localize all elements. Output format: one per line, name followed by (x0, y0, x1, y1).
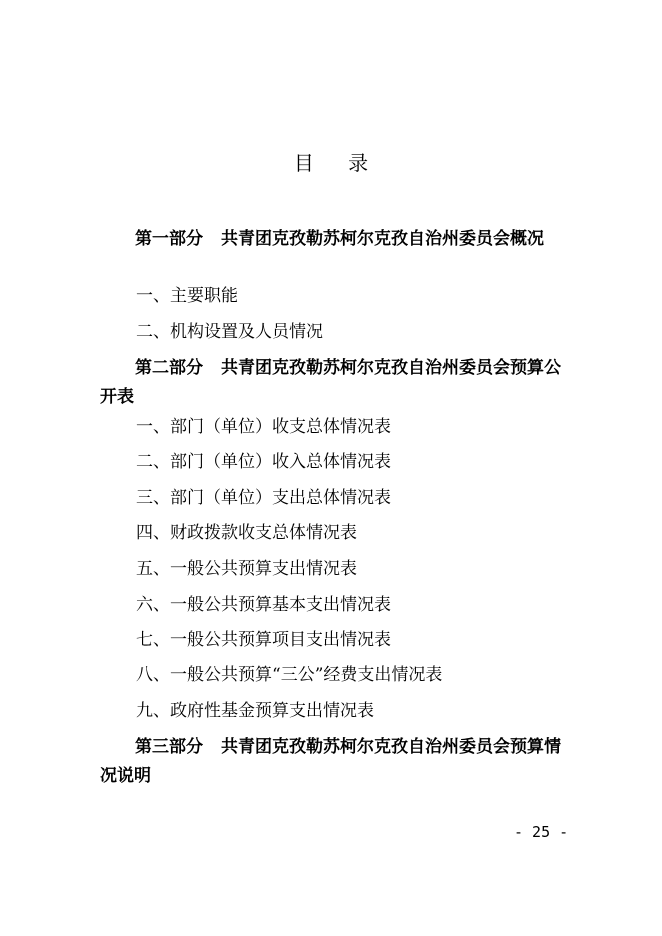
section-label: 第三部分 (135, 737, 203, 757)
section-label: 第二部分 (135, 358, 203, 378)
toc-item: 八、一般公共预算“三公”经费支出情况表 (136, 665, 443, 685)
toc-item: 六、一般公共预算基本支出情况表 (136, 595, 391, 615)
section-label: 第一部分 (135, 229, 203, 249)
toc-item: 一、主要职能 (136, 286, 238, 306)
toc-section-part1 (100, 225, 562, 254)
section-title: 共青团克孜勒苏柯尔克孜自治州委员会预算公开表 (100, 358, 561, 407)
toc-item: 二、部门（单位）收入总体情况表 (136, 452, 391, 472)
section-title: 共青团克孜勒苏柯尔克孜自治州委员会概况 (221, 229, 544, 249)
toc-title: 目 录 (293, 151, 383, 175)
toc-item: 九、政府性基金预算支出情况表 (136, 701, 374, 721)
toc-section-part2 (100, 354, 562, 412)
toc-item: 三、部门（单位）支出总体情况表 (136, 488, 391, 508)
toc-item: 七、一般公共预算项目支出情况表 (136, 630, 391, 650)
toc-section-part3 (100, 733, 562, 791)
toc-item: 二、机构设置及人员情况 (136, 322, 323, 342)
page-number: - 25 - (514, 823, 569, 841)
toc-item: 一、部门（单位）收支总体情况表 (136, 417, 391, 437)
toc-item: 五、一般公共预算支出情况表 (136, 559, 357, 579)
section-title: 共青团克孜勒苏柯尔克孜自治州委员会预算情况说明 (100, 737, 561, 786)
toc-item: 四、财政拨款收支总体情况表 (136, 523, 357, 543)
